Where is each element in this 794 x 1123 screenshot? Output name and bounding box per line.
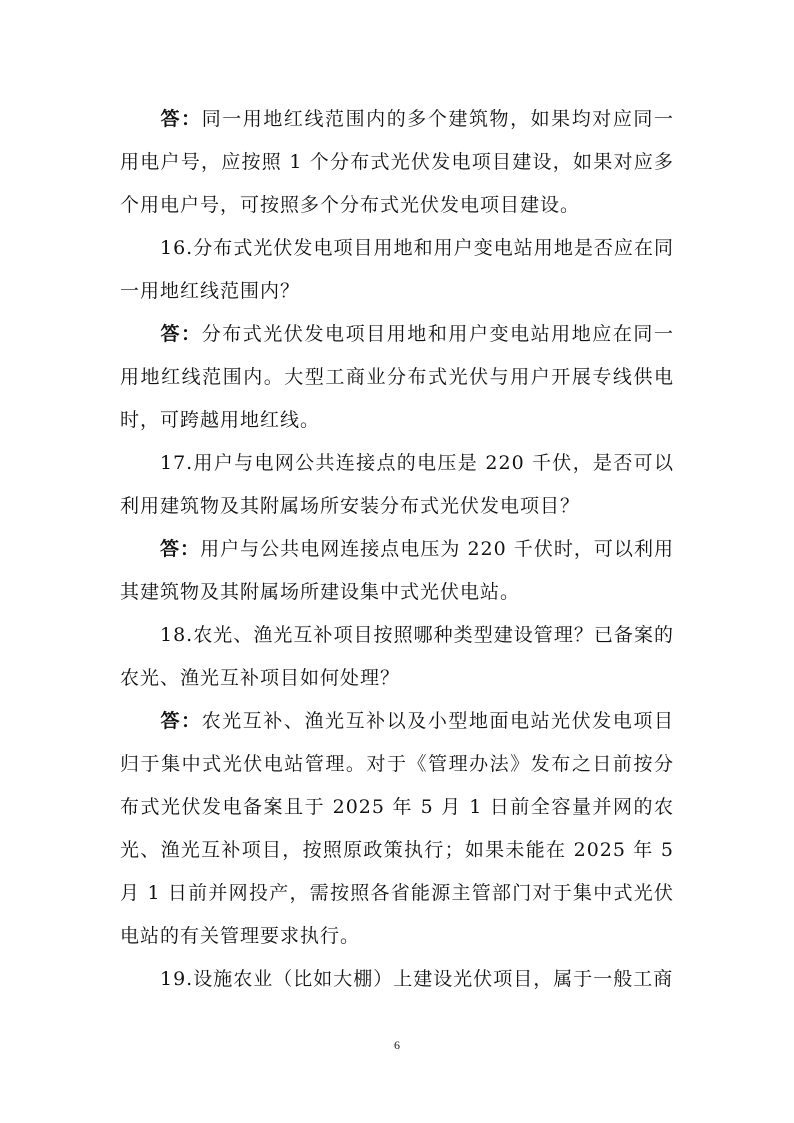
answer-paragraph — [120, 98, 674, 227]
question-paragraph — [120, 614, 674, 700]
page-number: 6 — [394, 1038, 400, 1052]
answer-paragraph — [120, 528, 674, 614]
question-paragraph — [120, 227, 674, 313]
answer-label: 答： — [160, 538, 201, 560]
question-text: 18.农光、渔光互补项目按照哪种类型建设管理？已备案的农光、渔光互补项目如何处理？ — [120, 624, 674, 689]
answer-text: 分布式光伏发电项目用地和用户变电站用地应在同一用地红线范围内。大型工商业分布式光伏与用户开展专线供电时，可跨越用地红线。 — [120, 323, 674, 431]
answer-paragraph — [120, 700, 674, 958]
answer-text: 用户与公共电网连接点电压为 220 千伏时，可以利用其建筑物及其附属场所建设集中式光伏电站。 — [120, 538, 674, 603]
answer-label: 答： — [160, 108, 202, 130]
answer-text: 同一用地红线范围内的多个建筑物，如果均对应同一用电户号，应按照 1 个分布式光伏发电项目建设，如果对应多个用电户号，可按照多个分布式光伏发电项目建设。 — [120, 108, 674, 216]
answer-paragraph — [120, 313, 674, 442]
question-text: 16.分布式光伏发电项目用地和用户变电站用地是否应在同一用地红线范围内？ — [120, 237, 674, 302]
question-paragraph — [120, 958, 674, 1001]
question-text: 19.设施农业（比如大棚）上建设光伏项目，属于一般工商 — [160, 968, 674, 990]
question-paragraph — [120, 442, 674, 528]
question-text: 17.用户与电网公共连接点的电压是 220 千伏，是否可以利用建筑物及其附属场所安装分布式光伏发电项目？ — [120, 452, 674, 517]
answer-text: 农光互补、渔光互补以及小型地面电站光伏发电项目归于集中式光伏电站管理。对于《管理办法》发布之日前按分布式光伏发电备案且于 2025 年 5 月 1 日前全容量并网的农光、渔光互补项目，按照原政策执行；如果未能在 2025 年 5 月 1 日前并网投产，需按照各省能源主管部门对于集中式光伏电站的有关管理要求执行。 — [120, 710, 674, 947]
answer-label: 答： — [160, 323, 202, 345]
answer-label: 答： — [160, 710, 202, 732]
